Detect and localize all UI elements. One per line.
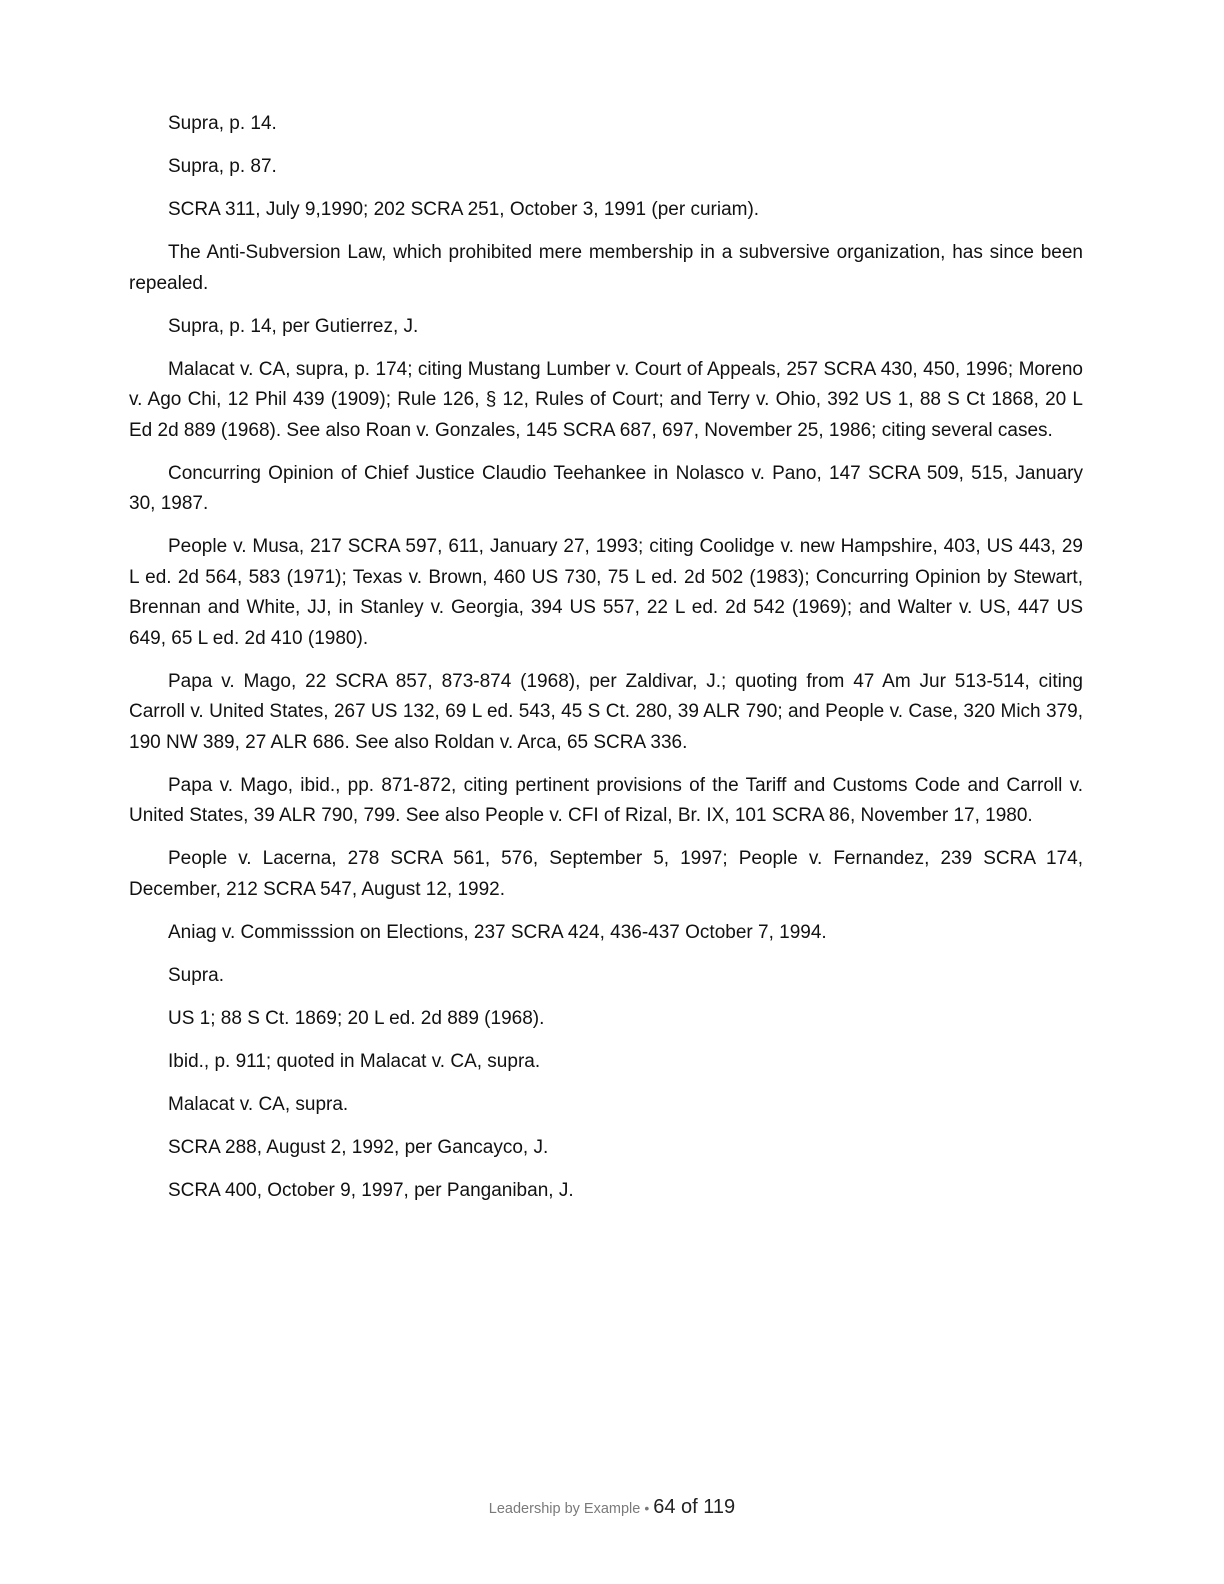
endnote: SCRA 400, October 9, 1997, per Panganiban, J. [168, 1179, 574, 1201]
endnote: SCRA 288, August 2, 1992, per Gancayco, J. [168, 1136, 549, 1158]
endnote: Supra. [168, 964, 224, 986]
page-number: 64 of 119 [653, 1496, 736, 1518]
endnote: People v. Musa, 217 SCRA 597, 611, January 27, 1993; citing Coolidge v. new Hampshire, 403, US 443, 29 L ed. 2d 564, 583 (1971); Texas v. Brown, 460 US 730, 75 L ed. 2d 502 (1983); Concurring Opinion by Stewart, Brennan and White, JJ, in Stanley v. Georgia, 394 US 557, 22 L ed. 2d 542 (1969); and Walter v. US, 447 US 649, 65 L ed. 2d 410 (1980). [129, 536, 1083, 649]
footer-title: Leadership by Example [488, 1501, 641, 1517]
page-footer [0, 1496, 1224, 1519]
endnote: Supra, p. 87. [168, 156, 277, 177]
endnote: Papa v. Mago, 22 SCRA 857, 873-874 (1968), per Zaldivar, J.; quoting from 47 Am Jur 513-514, citing Carroll v. United States, 267 US 132, 69 L ed. 543, 45 S Ct. 280, 39 ALR 790; and People v. Case, 320 Mich 379, 190 NW 389, 27 ALR 686. See also Roldan v. Arca, 65 SCRA 336. [129, 670, 1083, 753]
endnote: Concurring Opinion of Chief Justice Claudio Teehankee in Nolasco v. Pano, 147 SCRA 509, 515, January 30, 1987. [129, 462, 1083, 514]
endnote: Aniag v. Commisssion on Elections, 237 SCRA 424, 436-437 October 7, 1994. [168, 921, 827, 943]
endnotes-body [129, 109, 1083, 1219]
endnote: Papa v. Mago, ibid., pp. 871-872, citing pertinent provisions of the Tariff and Customs Code and Carroll v. United States, 39 ALR 790, 799. See also People v. CFI of Rizal, Br. IX, 101 SCRA 86, November 17, 1980. [129, 774, 1083, 826]
endnote: Supra, p. 14. [168, 113, 277, 134]
endnote: The Anti-Subversion Law, which prohibited mere membership in a subversive organization, has since been repealed. [129, 242, 1083, 294]
endnote: US 1; 88 S Ct. 1869; 20 L ed. 2d 889 (1968). [168, 1007, 545, 1029]
endnote: Malacat v. CA, supra, p. 174; citing Mustang Lumber v. Court of Appeals, 257 SCRA 430, 450, 1996; Moreno v. Ago Chi, 12 Phil 439 (1909); Rule 126, § 12, Rules of Court; and Terry v. Ohio, 392 US 1, 88 S Ct 1868, 20 L Ed 2d 889 (1968). See also Roan v. Gonzales, 145 SCRA 687, 697, November 25, 1986; citing several cases. [129, 358, 1083, 441]
endnote: Malacat v. CA, supra. [168, 1093, 349, 1115]
endnote: People v. Lacerna, 278 SCRA 561, 576, September 5, 1997; People v. Fernandez, 239 SCRA 174, December, 212 SCRA 547, August 12, 1992. [129, 848, 1083, 900]
footer-separator: • [644, 1500, 650, 1516]
endnote: SCRA 311, July 9,1990; 202 SCRA 251, October 3, 1991 (per curiam). [168, 199, 760, 220]
endnote: Ibid., p. 911; quoted in Malacat v. CA, supra. [168, 1050, 541, 1072]
endnote: Supra, p. 14, per Gutierrez, J. [168, 315, 419, 337]
